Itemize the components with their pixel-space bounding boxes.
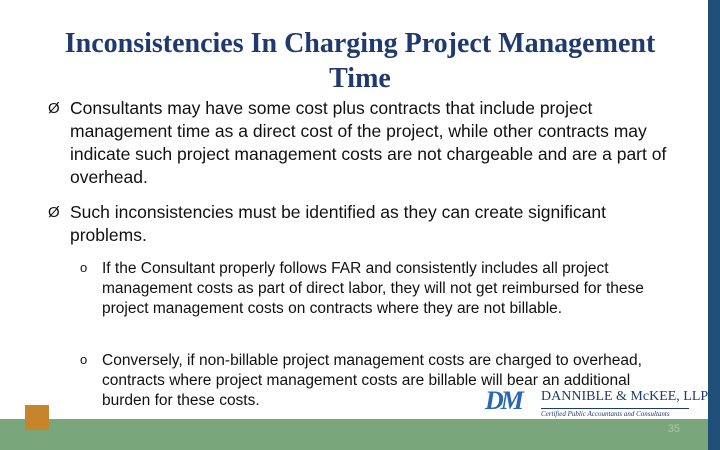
footer-bar <box>0 419 708 450</box>
circle-bullet-icon: o <box>80 260 88 275</box>
logo-company-name: DANNIBLE & McKEE, LLP <box>541 389 709 404</box>
bullet-text: Such inconsistencies must be identified as they can create significant problems. <box>70 202 606 245</box>
sub-bullet-text: If the Consultant properly follows FAR and consistently includes all project management costs as part of direct labor, they will not get reimbursed for these project management costs on contracts where they are not billable. <box>102 260 644 317</box>
company-logo <box>485 385 709 421</box>
slide-title: Inconsistencies In Charging Project Management Time <box>64 28 656 94</box>
logo-mark: DM <box>485 386 521 415</box>
arrow-bullet-icon: Ø <box>48 100 60 117</box>
logo-tagline: Certified Public Accountants and Consultants <box>541 410 670 418</box>
bullet-item <box>48 201 678 247</box>
slide-number: 35 <box>667 423 680 435</box>
sub-bullet-item <box>80 259 660 319</box>
sub-bullet-text: Conversely, if non-billable project management costs are charged to overhead, contracts where project management costs are billable will bear an additional burden for these costs. <box>102 352 642 409</box>
bullet-text: Consultants may have some cost plus contracts that include project management time as a direct cost of the project, while other contracts may indicate such project management costs are not chargeable and are a part of overhead. <box>70 98 667 187</box>
circle-bullet-icon: o <box>80 352 88 367</box>
right-accent-bar <box>708 0 720 450</box>
footer-accent-square <box>25 405 49 430</box>
bullet-item <box>48 97 678 189</box>
logo-divider <box>541 408 689 409</box>
arrow-bullet-icon: Ø <box>48 204 60 221</box>
